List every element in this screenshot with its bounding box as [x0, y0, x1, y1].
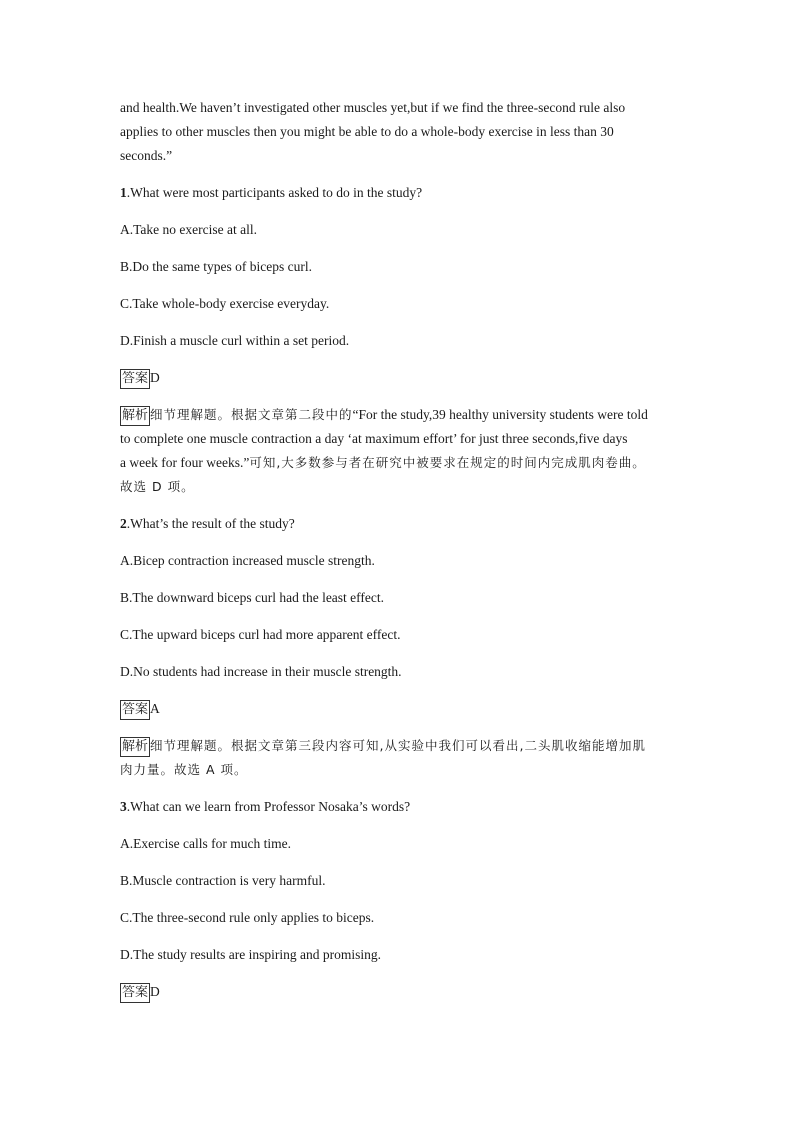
analysis-lead: 细节理解题。根据文章第二段中的	[150, 407, 353, 422]
answer-2	[120, 697, 680, 721]
option-a: A.Bicep contraction increased muscle strength.	[120, 553, 375, 568]
option-a: A.Take no exercise at all.	[120, 222, 257, 237]
intro-line-2: applies to other muscles then you might be able to do a whole-body exercise in less than 30	[120, 124, 614, 139]
answer-value: D	[150, 370, 160, 385]
intro-line-1: and health.We haven’t investigated other muscles yet,but if we find the three-second rule also	[120, 100, 626, 115]
option-a: A.Exercise calls for much time.	[120, 836, 291, 851]
question-2	[120, 512, 680, 536]
option-c: C.The three-second rule only applies to biceps.	[120, 910, 375, 925]
option-d: D.No students had increase in their muscle strength.	[120, 664, 402, 679]
question-1	[120, 181, 680, 205]
option-c: C.The upward biceps curl had more apparent effect.	[120, 627, 401, 642]
option-b: B.Do the same types of biceps curl.	[120, 259, 312, 274]
intro-paragraph	[120, 96, 680, 168]
option-b: B.The downward biceps curl had the least effect.	[120, 590, 385, 605]
answer-1	[120, 366, 680, 390]
option-b: B.Muscle contraction is very harmful.	[120, 873, 326, 888]
intro-line-3: seconds.”	[120, 148, 173, 163]
analysis-line-2: 肉力量。故选 A 项。	[120, 762, 248, 777]
answer-tag: 答案	[120, 983, 150, 1003]
option-d: D.Finish a muscle curl within a set period.	[120, 333, 350, 348]
question-text: .What were most participants asked to do in the study?	[126, 185, 423, 200]
analysis-quote-2: to complete one muscle contraction a day ‘at maximum effort’ for just three seconds,five days	[120, 431, 628, 446]
analysis-tail-1: 可知,大多数参与者在研究中被要求在规定的时间内完成肌肉卷曲。	[249, 455, 646, 470]
answer-value: A	[150, 701, 160, 716]
option-c: C.Take whole-body exercise everyday.	[120, 296, 330, 311]
analysis-1	[120, 403, 680, 499]
option-d: D.The study results are inspiring and promising.	[120, 947, 381, 962]
document-page	[120, 96, 680, 1017]
analysis-tail-2: 故选 D 项。	[120, 479, 195, 494]
analysis-tag: 解析	[120, 737, 150, 757]
analysis-line-1: 细节理解题。根据文章第三段内容可知,从实验中我们可以看出,二头肌收缩能增加肌	[150, 738, 646, 753]
question-number: 1	[120, 185, 127, 200]
analysis-quote-1: “For the study,39 healthy university students were told	[352, 407, 648, 422]
question-text: .What’s the result of the study?	[126, 516, 295, 531]
answer-value: D	[150, 984, 160, 999]
question-text: .What can we learn from Professor Nosaka’s words?	[126, 799, 411, 814]
analysis-2	[120, 734, 680, 782]
answer-tag: 答案	[120, 369, 150, 389]
question-number: 2	[120, 516, 127, 531]
question-3	[120, 795, 680, 819]
analysis-tag: 解析	[120, 406, 150, 426]
question-number: 3	[120, 799, 127, 814]
answer-tag: 答案	[120, 700, 150, 720]
analysis-quote-3: a week for four weeks.”	[120, 455, 250, 470]
answer-3	[120, 980, 680, 1004]
